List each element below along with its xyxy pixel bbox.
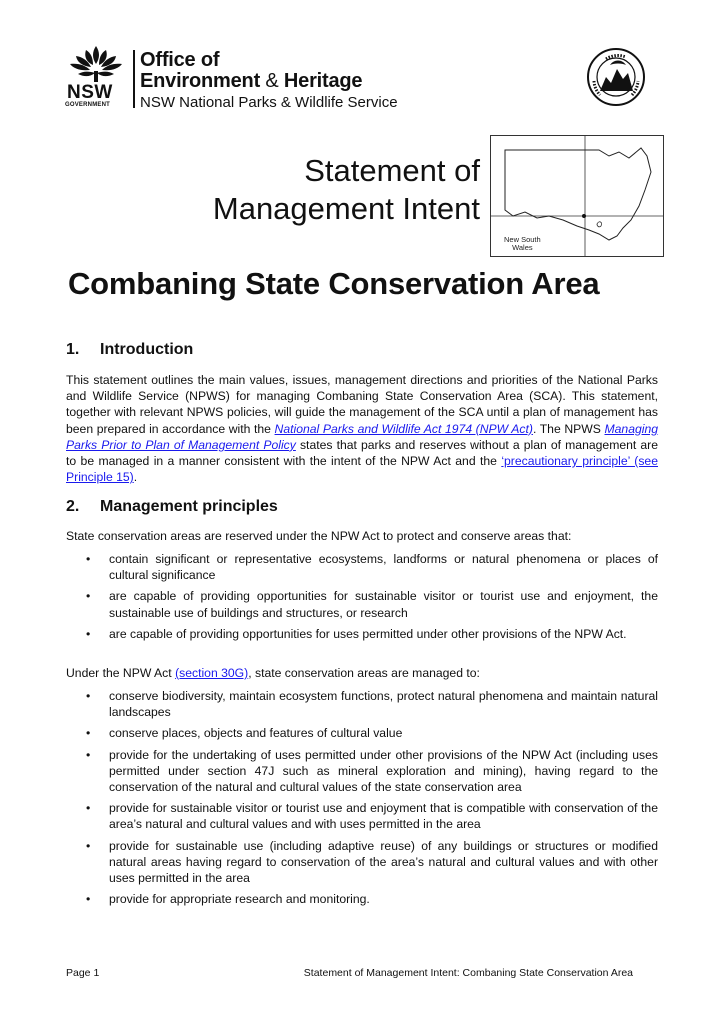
reservation-purposes-list (84, 551, 658, 642)
location-map (490, 135, 664, 257)
management-lead: Under the NPW Act (section 30G), state conservation areas are managed to: (66, 666, 480, 680)
nsw-logo-subtext: GOVERNMENT (65, 102, 111, 108)
managing-parks-policy-link[interactable]: Managing Parks Prior to Plan of Management Policy (66, 421, 659, 452)
footer-document-title: Statement of Management Intent: Combaning State Conservation Area (303, 967, 633, 979)
precautionary-principle-link[interactable]: ‘precautionary principle’ (see Principle 15) (66, 454, 658, 485)
org-line-1: Office of (140, 49, 220, 71)
page-number: Page 1 (66, 967, 100, 979)
map-label: New South Wales (504, 235, 541, 252)
list-item: • contain significant or representative ecosystems, landforms or natural phenomena or places of cultural significance (84, 551, 658, 583)
management-objectives-list (84, 688, 658, 907)
npws-seal-icon (586, 47, 646, 107)
nsw-government-logo (64, 44, 128, 110)
list-item: • conserve biodiversity, maintain ecosystem functions, protect natural phenomena and maintain natural landscapes (84, 688, 658, 720)
section-heading-management-principles: 2. Management principles (66, 498, 278, 515)
list-item: • provide for appropriate research and monitoring. (84, 891, 658, 907)
waratah-icon (64, 44, 128, 84)
list-item: • are capable of providing opportunities for uses permitted under other provisions of the NPW Act. (84, 626, 658, 642)
introduction-paragraph: This statement outlines the main values, issues, management directions and priorities of the National Parks and Wildlife Service (NPWS) for managing Combaning State Conservation Area (SCA). This statement, together with relevant NPWS policies, will guide the management of the SCA until a plan of management has been prepared in accordance with the National Parks and Wildlife Act 1974 (NPW Act). The NPWS Managing Parks Prior to Plan of Management Policy states that parks and reserves without a plan of management are to be managed in a manner consistent with the intent of the NPW Act and the ‘precautionary principle’ (see Principle 15). (66, 373, 659, 485)
list-item: • provide for sustainable use (including adaptive reuse) of any buildings or structures or modified natural areas having regard to conservation of the area’s natural and cultural values and with other uses permitted in the area (84, 838, 658, 887)
principles-lead: State conservation areas are reserved under the NPW Act to protect and conserve areas that: (66, 529, 572, 543)
section-heading-introduction: 1. Introduction (66, 341, 194, 358)
area-title: Combaning State Conservation Area (68, 266, 600, 301)
section-30g-link[interactable]: (section 30G) (175, 666, 249, 680)
list-item: • conserve places, objects and features of cultural value (84, 725, 658, 741)
document-type-title: Statement of Management Intent (212, 153, 480, 226)
npw-act-link[interactable]: National Parks and Wildlife Act 1974 (NPW Act) (274, 421, 533, 436)
nsw-logo-text: NSW (67, 82, 113, 103)
list-item: • provide for the undertaking of uses permitted under other provisions of the NPW Act (including uses permitted under section 47J such as mineral exploration and mining), having regard to the conservation of the natural and cultural values of the state conservation area (84, 747, 658, 796)
org-line-3: NSW National Parks & Wildlife Service (140, 94, 398, 111)
list-item: • are capable of providing opportunities for sustainable visitor or tourist use and enjoyment, the sustainable use of buildings and structures, or research (84, 588, 658, 620)
list-item: • provide for sustainable visitor or tourist use and enjoyment that is compatible with conservation of the area’s natural and cultural values and with uses permitted in the area (84, 800, 658, 832)
organisation-name (140, 50, 398, 113)
logo-divider (133, 50, 135, 108)
org-line-2: Environment & Heritage (140, 70, 363, 92)
